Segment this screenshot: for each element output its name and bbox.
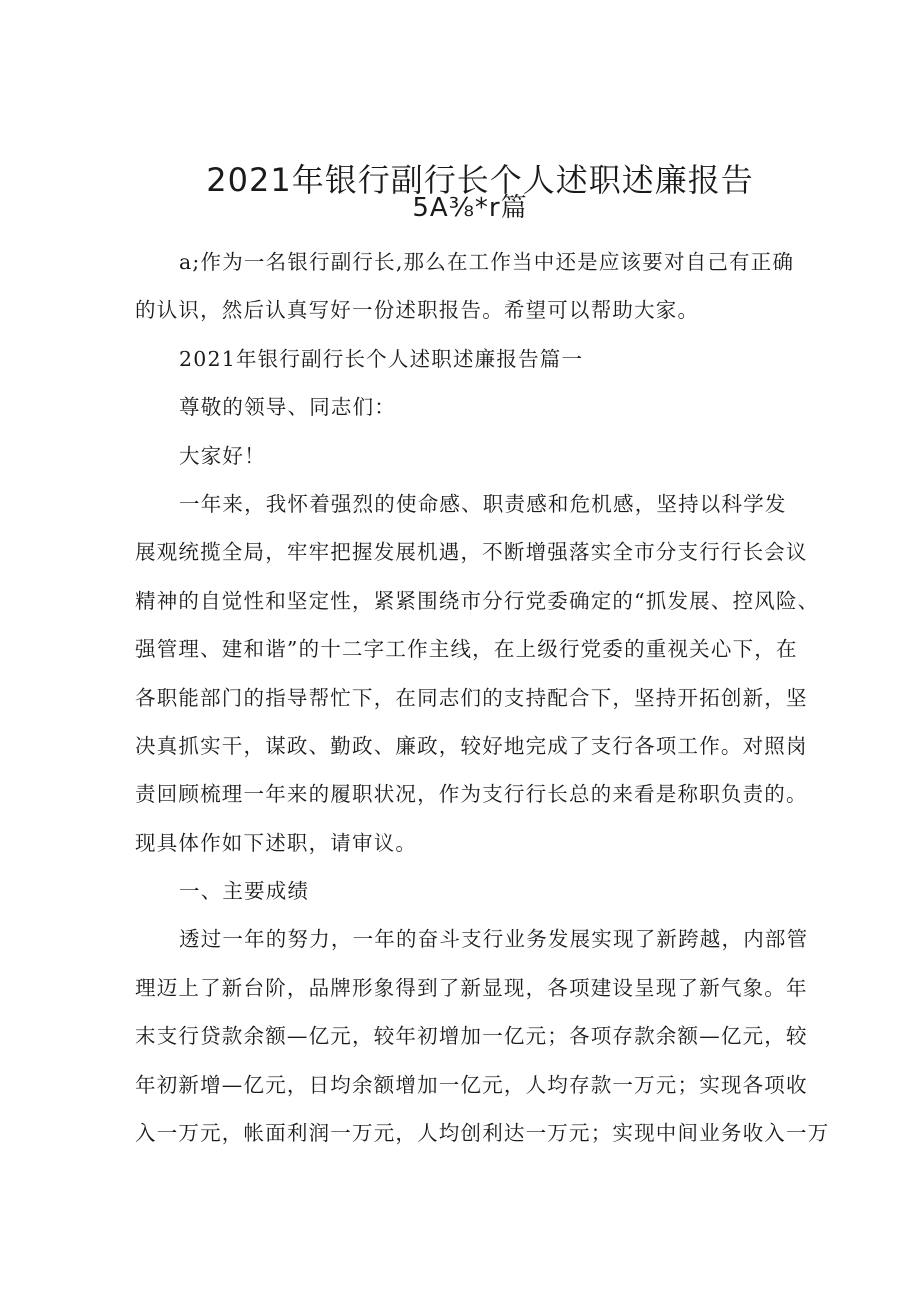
paragraph-line: 入一万元，帐面利润一万元，人均创利达一万元；实现中间业务收入一万 — [135, 1121, 830, 1146]
paragraph-line: 末支行贷款余额—亿元，较年初增加一亿元；各项存款余额—亿元，较 — [135, 1024, 808, 1049]
paragraph-line: a;作为一名银行副行长,那么在工作当中还是应该要对自己有正确 — [179, 250, 795, 274]
paragraph-line: 责回顾梳理一年来的履职状况，作为支行行长总的来看是称职负责的。 — [135, 782, 808, 807]
section-heading: 一、主要成绩 — [179, 879, 310, 904]
paragraph-line: 理迈上了新台阶，品牌形象得到了新显现，各项建设呈现了新气象。年 — [135, 975, 808, 1000]
paragraph-line: 一年来，我怀着强烈的使命感、职责感和危机感，坚持以科学发 — [179, 491, 787, 516]
greeting: 大家好！ — [179, 443, 266, 468]
salutation: 尊敬的领导、同志们： — [179, 395, 396, 420]
paragraph-line: 精神的自觉性和坚定性，紧紧围绕市分行党委确定的“抓发展、控风险、 — [135, 588, 820, 613]
paragraph-line: 的认识，然后认真写好一份述职报告。希望可以帮助大家。 — [135, 298, 700, 323]
paragraph-line: 年初新增—亿元，日均余额增加一亿元，人均存款一万元；实现各项收 — [135, 1072, 808, 1097]
paragraph-line: 强管理、建和谐”的十二字工作主线，在上级行党委的重视关心下，在 — [135, 637, 798, 662]
paragraph-line: 展观统揽全局，牢牢把握发展机遇，不断增强落实全市分支行行长会议 — [135, 540, 808, 565]
document-subtitle: 5A⅜*r篇 — [412, 193, 528, 223]
paragraph-line: 现具体作如下述职，请审议。 — [135, 830, 418, 855]
paragraph-line: 决真抓实干，谋政、勤政、廉政，较好地完成了支行各项工作。对照岗 — [135, 733, 808, 758]
document-body — [135, 238, 830, 1157]
document-title: 2021年银行副行长个人述职述廉报告 — [206, 161, 754, 199]
section-heading: 2021年银行副行长个人述职述廉报告篇一 — [179, 346, 584, 371]
paragraph-line: 各职能部门的指导帮忙下，在同志们的支持配合下，坚持开拓创新，坚 — [135, 685, 808, 710]
paragraph-line: 透过一年的努力，一年的奋斗支行业务发展实现了新跨越，内部管 — [179, 927, 809, 952]
